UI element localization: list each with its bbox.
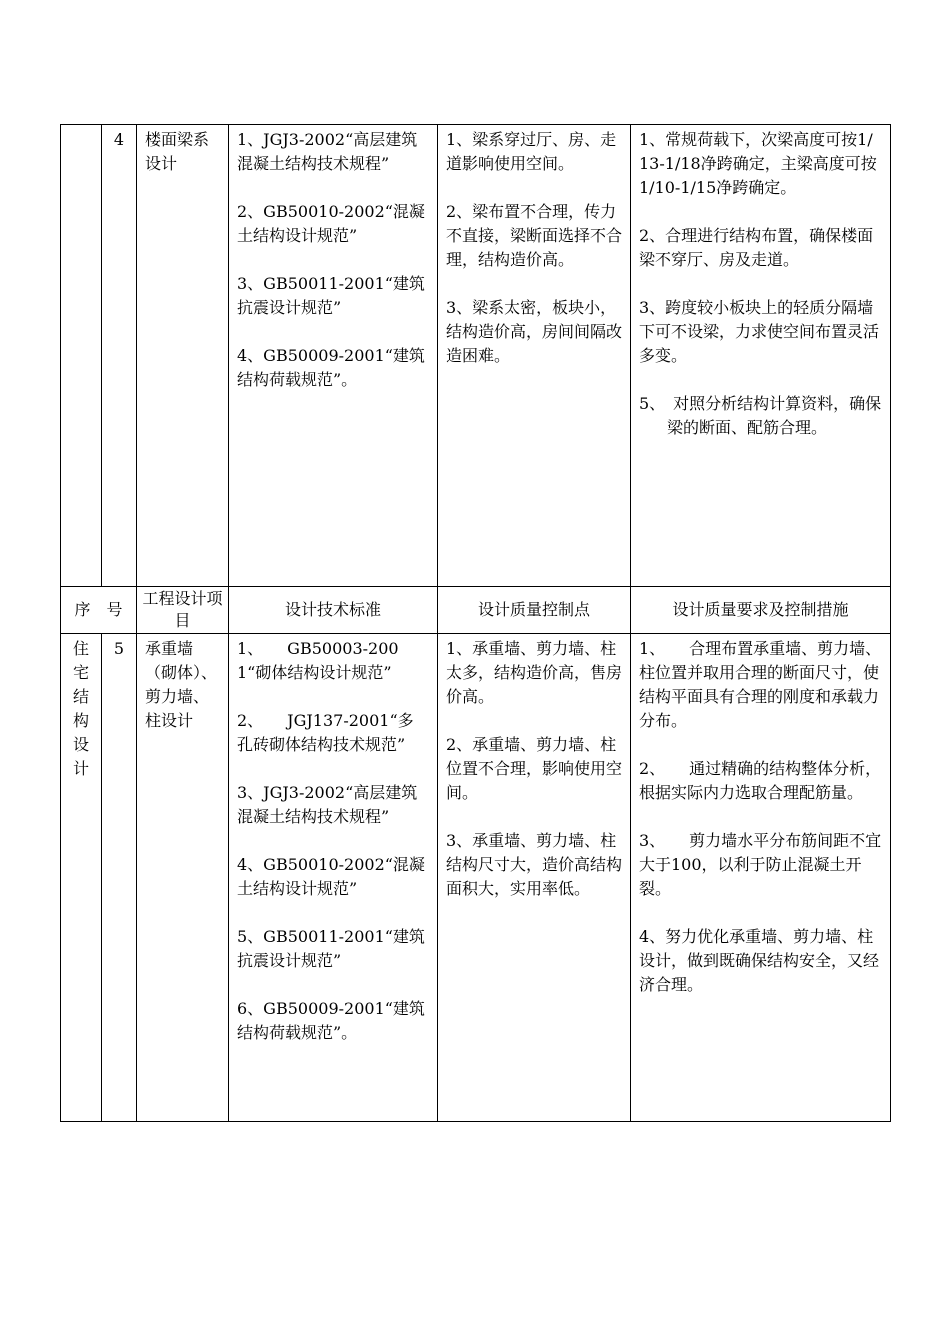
row5-number: 5	[102, 634, 137, 1122]
table-row-5	[61, 634, 891, 1122]
row4-standard-item: 4、GB50009-2001“建筑结构荷载规范”。	[237, 346, 425, 389]
row5-measure-item: 3、 剪力墙水平分布筋间距不宜大于100，以利于防止混凝土开裂。	[639, 831, 882, 898]
row4-control-item: 1、梁系穿过厅、房、走道影响使用空间。	[446, 130, 617, 173]
row4-measure-item: 5、 对照分析结构计算资料，确保梁的断面、配筋合理。	[639, 394, 882, 437]
category-char: 结	[72, 687, 89, 706]
category-char: 宅	[72, 663, 89, 682]
row5-control-item: 1、承重墙、剪力墙、柱太多，结构造价高，售房价高。	[446, 639, 623, 706]
header-measures: 设计质量要求及控制措施	[631, 587, 891, 634]
row5-measures-cell	[631, 634, 891, 1122]
row5-project: 承重墙（砌体）、剪力墙、柱设计	[137, 634, 229, 1122]
row5-controls-cell	[438, 634, 631, 1122]
row5-category-cell	[61, 634, 102, 1122]
category-char: 住	[72, 639, 89, 658]
row5-control-item: 3、承重墙、剪力墙、柱结构尺寸大，造价高结构面积大，实用率低。	[446, 831, 623, 898]
row4-control-item: 2、梁布置不合理，传力不直接，梁断面选择不合理，结构造价高。	[446, 202, 623, 269]
header-seq: 序 号	[61, 587, 137, 634]
row5-standard-item: 1、 GB50003-2001“砌体结构设计规范”	[237, 639, 399, 682]
header-standard: 设计技术标准	[229, 587, 438, 634]
row4-measures-cell	[631, 125, 891, 587]
design-standards-table	[60, 124, 891, 1122]
row4-standard-item: 3、GB50011-2001“建筑抗震设计规范”	[237, 274, 425, 317]
category-char: 构	[72, 711, 89, 730]
row4-category-cell	[61, 125, 102, 587]
row4-measure-item: 1、常规荷载下，次梁高度可按1/13-1/18净跨确定，主梁高度可按1/10-1/15净跨确定。	[639, 130, 877, 197]
row5-measure-item: 1、 合理布置承重墙、剪力墙、柱位置并取用合理的断面尺寸，使结构平面具有合理的刚度和承载力分布。	[639, 639, 882, 730]
row5-measure-item: 4、努力优化承重墙、剪力墙、柱设计，做到既确保结构安全，又经济合理。	[639, 927, 880, 994]
row4-project: 楼面梁系设计	[137, 125, 229, 587]
row4-control-item: 3、梁系太密，板块小，结构造价高，房间间隔改造困难。	[446, 298, 623, 365]
row4-standard-item: 2、GB50010-2002“混凝土结构设计规范”	[237, 202, 425, 245]
header-control: 设计质量控制点	[438, 587, 631, 634]
row4-controls-cell	[438, 125, 631, 587]
row4-standard-item: 1、JGJ3-2002“高层建筑混凝土结构技术规程”	[237, 130, 418, 173]
row4-number: 4	[102, 125, 137, 587]
row5-control-item: 2、承重墙、剪力墙、柱位置不合理，影响使用空间。	[446, 735, 623, 802]
row5-standards-cell	[229, 634, 438, 1122]
row5-standard-item: 3、JGJ3-2002“高层建筑混凝土结构技术规程”	[237, 783, 418, 826]
table-row-4	[61, 125, 891, 587]
category-char: 设	[72, 735, 89, 754]
row4-standards-cell	[229, 125, 438, 587]
row4-measure-item: 3、跨度较小板块上的轻质分隔墙下可不设梁，力求使空间布置灵活多变。	[639, 298, 880, 365]
header-project: 工程设计项目	[137, 587, 229, 634]
table-header-row	[61, 587, 891, 634]
row5-standard-item: 4、GB50010-2002“混凝土结构设计规范”	[237, 855, 425, 898]
row5-measure-item: 2、 通过精确的结构整体分析，根据实际内力选取合理配筋量。	[639, 759, 882, 802]
row4-measure-item: 2、合理进行结构布置，确保楼面梁不穿厅、房及走道。	[639, 226, 874, 269]
row5-standard-item: 2、 JGJ137-2001“多孔砖砌体结构技术规范”	[237, 711, 414, 754]
row5-standard-item: 6、GB50009-2001“建筑结构荷载规范”。	[237, 999, 425, 1042]
category-char: 计	[72, 759, 89, 778]
row5-standard-item: 5、GB50011-2001“建筑抗震设计规范”	[237, 927, 425, 970]
